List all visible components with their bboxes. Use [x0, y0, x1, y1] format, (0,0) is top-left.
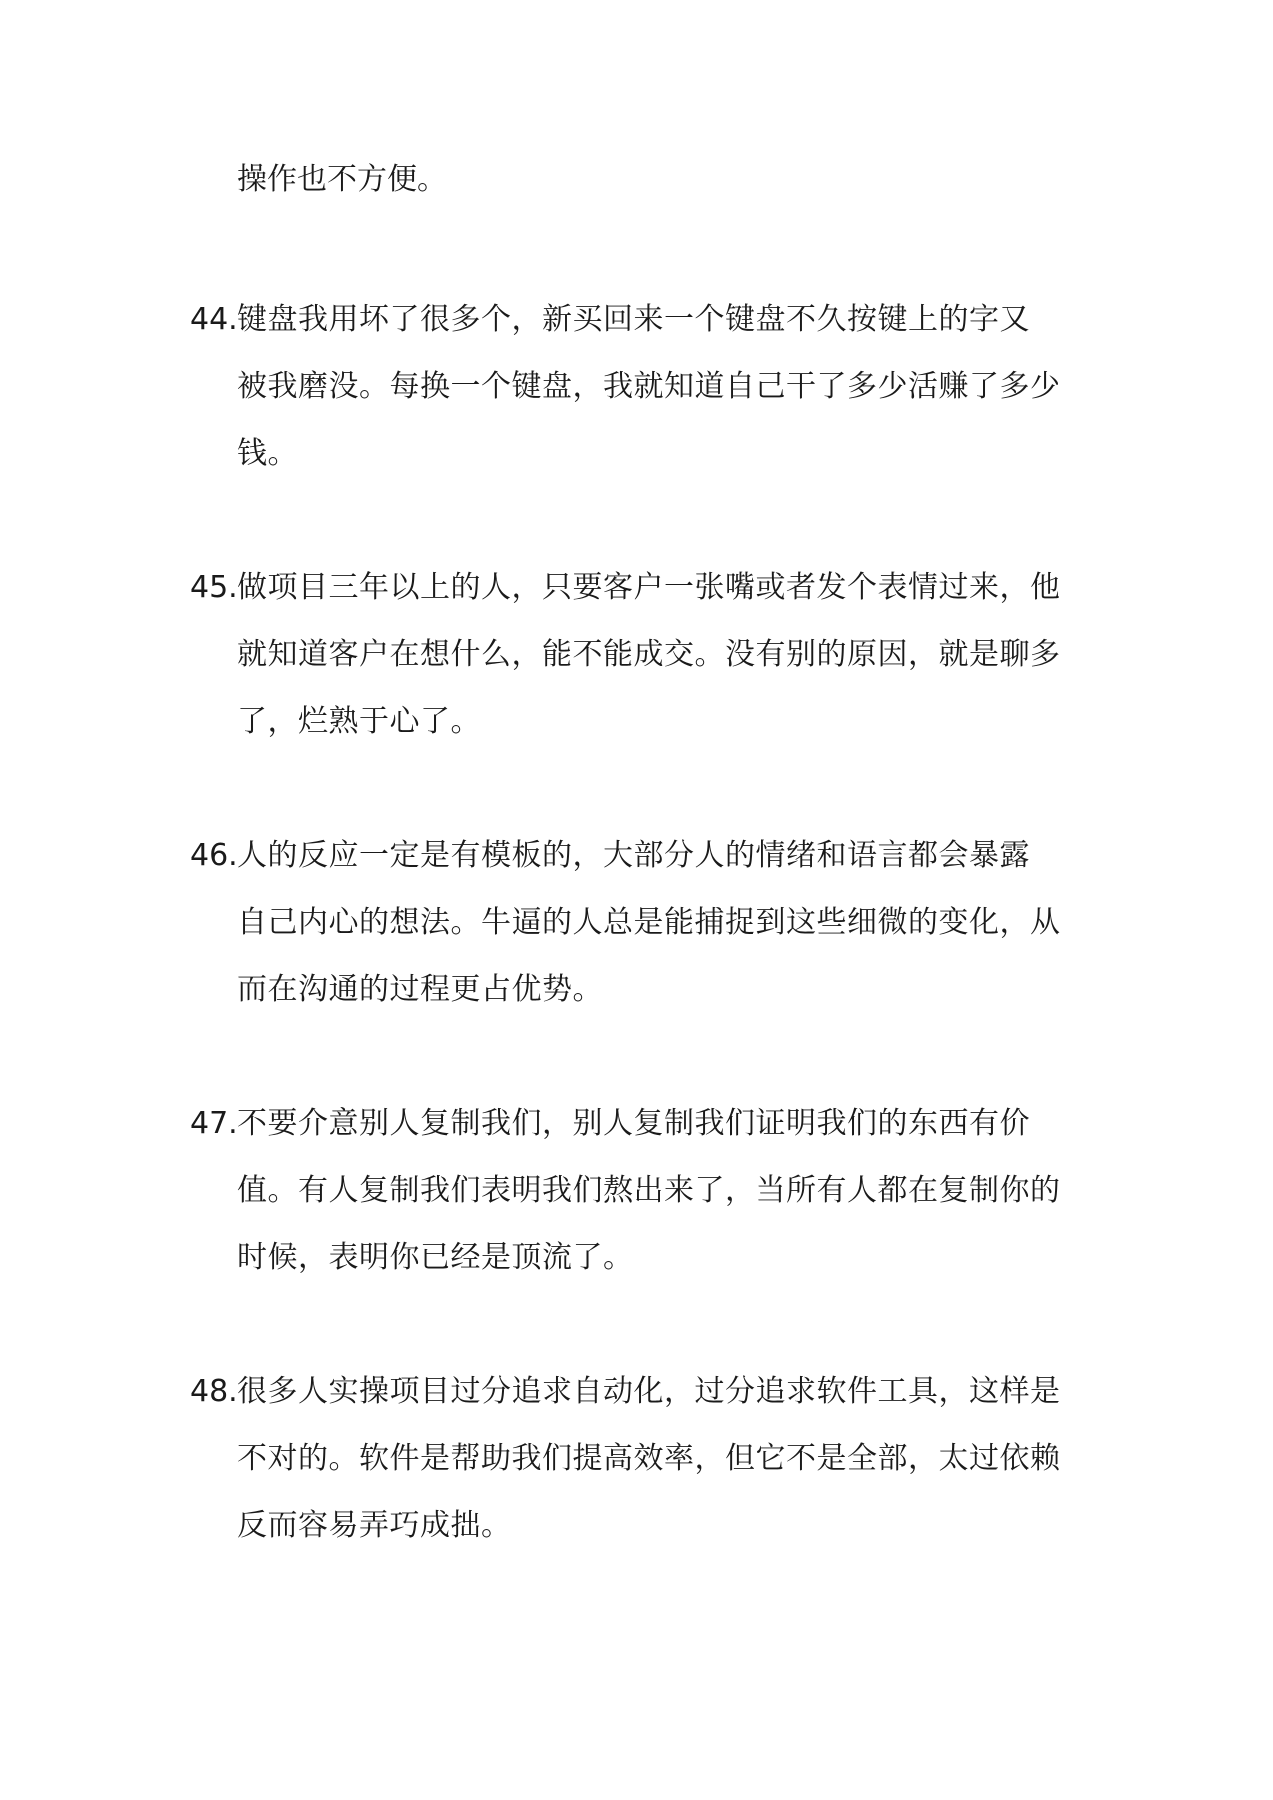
item-text-line: 被我磨没。每换一个键盘，我就知道自己干了多少活赚了多少 [237, 369, 1061, 404]
item-text-line: 很多人实操项目过分追求自动化，过分追求软件工具，这样是 [237, 1374, 1061, 1409]
item-text-line: 时候，表明你已经是顶流了。 [237, 1240, 634, 1275]
item-text-line: 自己内心的想法。牛逼的人总是能捕捉到这些细微的变化，从 [237, 905, 1061, 940]
item-text-line: 了，烂熟于心了。 [237, 704, 481, 739]
item-text-line: 值。有人复制我们表明我们熬出来了，当所有人都在复制你的 [237, 1173, 1061, 1208]
item-number: 48. [190, 1374, 238, 1409]
continuation-text: 操作也不方便。 [237, 162, 447, 197]
item-number: 44. [190, 302, 238, 337]
item-text-line: 而在沟通的过程更占优势。 [237, 972, 603, 1007]
item-text-line: 键盘我用坏了很多个，新买回来一个键盘不久按键上的字又 [237, 302, 1030, 337]
item-text-line: 就知道客户在想什么，能不能成交。没有别的原因，就是聊多 [237, 637, 1061, 672]
item-number: 45. [190, 570, 238, 605]
item-text-line: 不要介意别人复制我们，别人复制我们证明我们的东西有价 [237, 1106, 1030, 1141]
item-number: 46. [190, 838, 238, 873]
item-number: 47. [190, 1106, 238, 1141]
item-text-line: 反而容易弄巧成拙。 [237, 1508, 512, 1543]
item-text-line: 人的反应一定是有模板的，大部分人的情绪和语言都会暴露 [237, 838, 1030, 873]
item-text-line: 钱。 [237, 436, 298, 471]
item-text-line: 做项目三年以上的人，只要客户一张嘴或者发个表情过来，他 [237, 570, 1061, 605]
item-text-line: 不对的。软件是帮助我们提高效率，但它不是全部，太过依赖 [237, 1441, 1061, 1476]
